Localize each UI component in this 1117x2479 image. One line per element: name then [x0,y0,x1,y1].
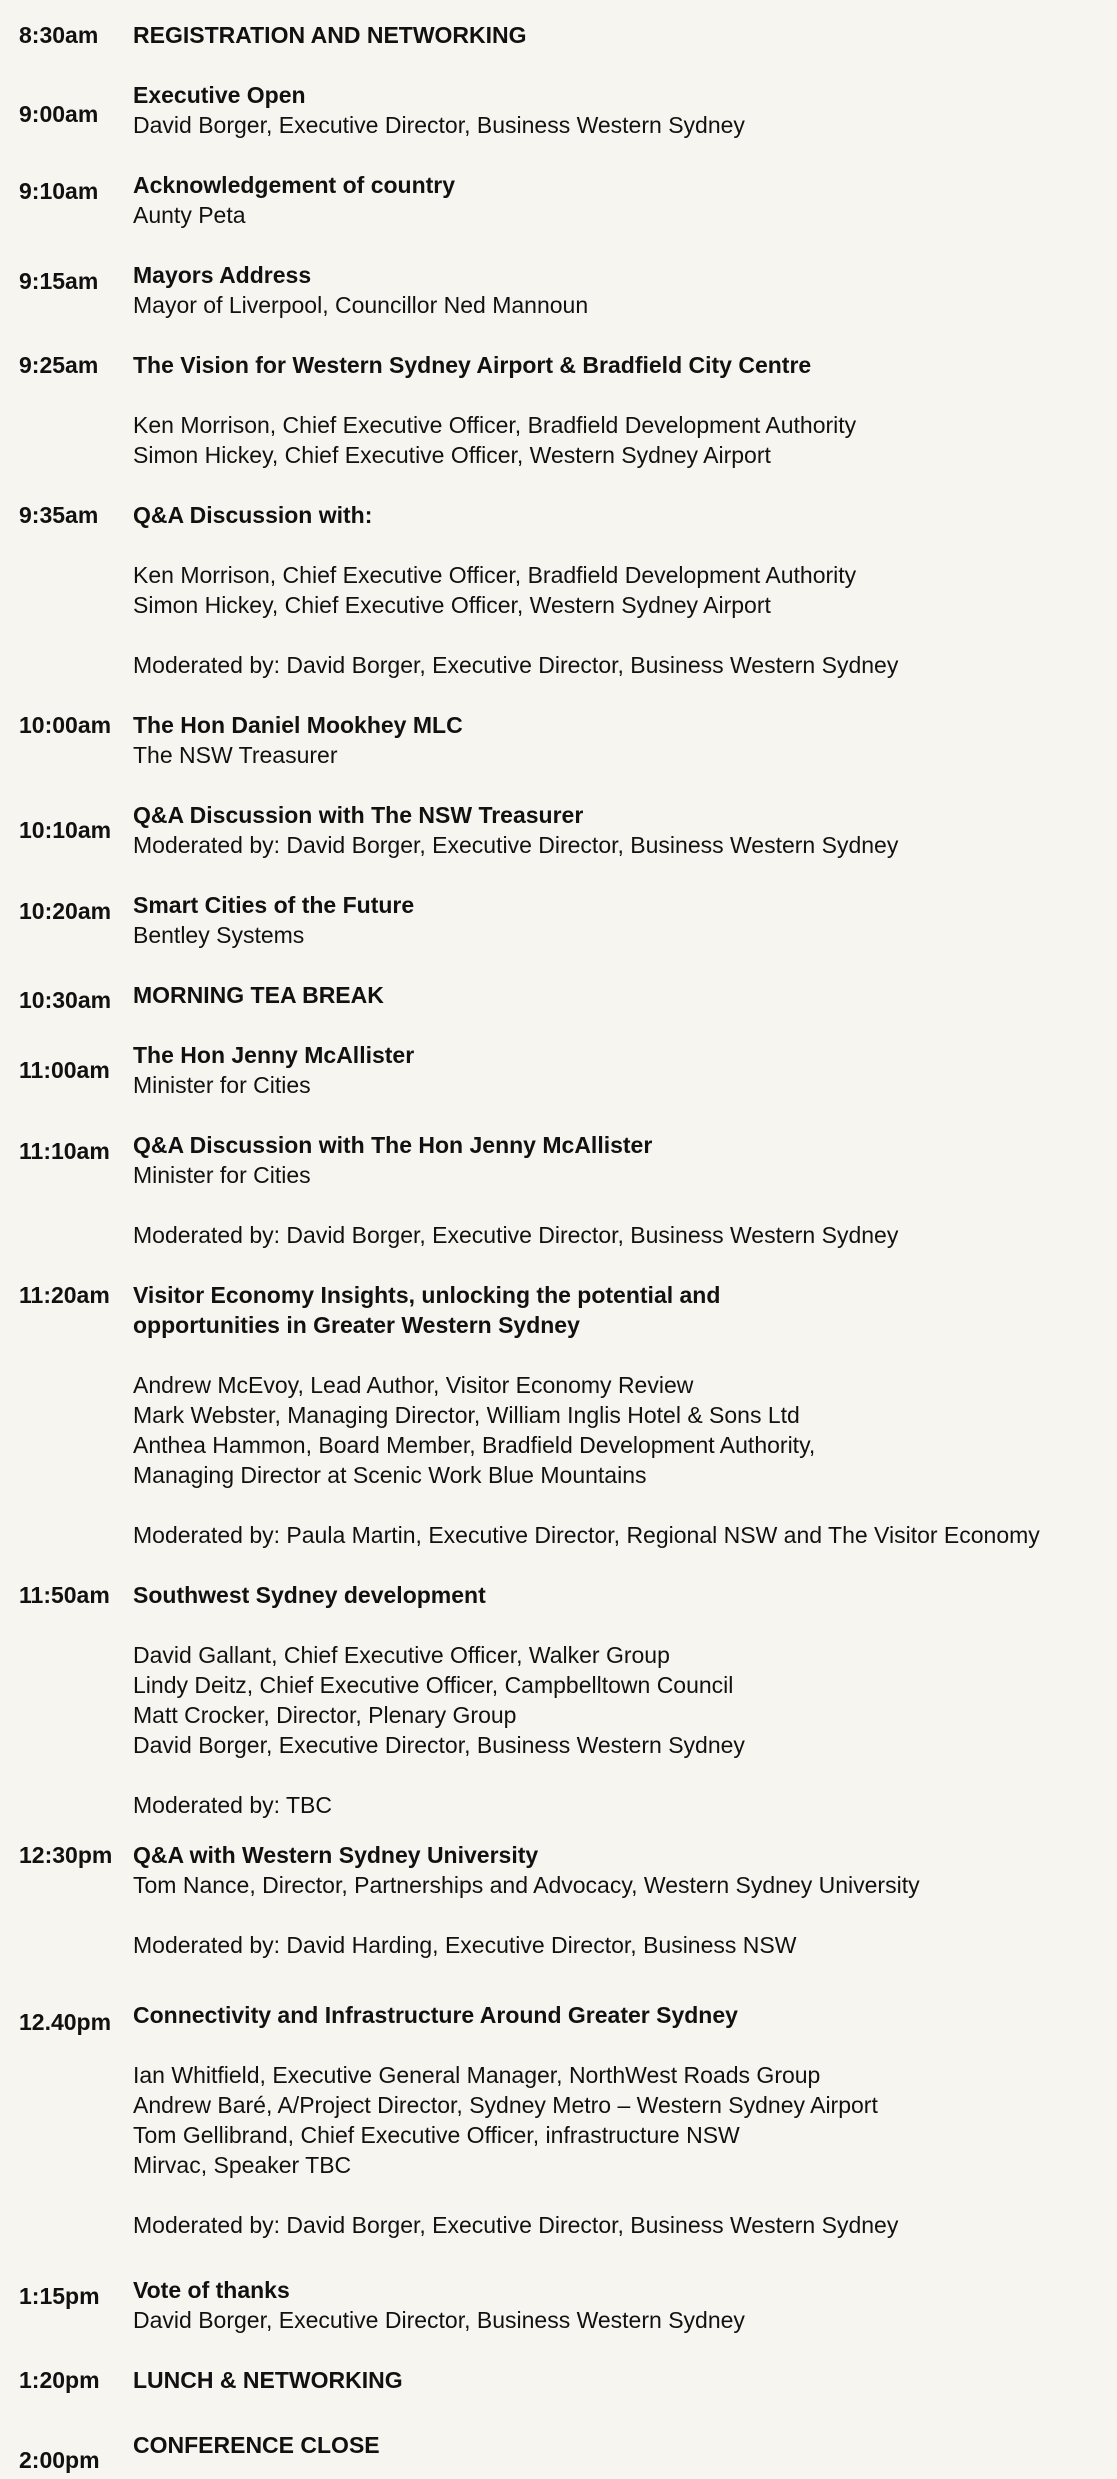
agenda-content [133,2365,1113,2395]
agenda-content [133,500,1113,680]
spacer [133,1610,1113,1640]
speaker-line: Andrew McEvoy, Lead Author, Visitor Economy Review [133,1372,694,1398]
spacer [133,620,1113,650]
agenda-content [133,350,1113,470]
speaker-line: Ken Morrison, Chief Executive Officer, Bradfield Development Authority [133,412,857,438]
speaker-line: Managing Director at Scenic Work Blue Mountains [133,1462,647,1488]
speaker-line: Minister for Cities [133,1072,311,1098]
session-title: The Hon Jenny McAllister [133,1042,415,1068]
speaker-line: David Borger, Executive Director, Business Western Sydney [133,2307,745,2333]
speaker-line: Anthea Hammon, Board Member, Bradfield Development Authority, [133,1432,816,1458]
moderator-line: Moderated by: David Borger, Executive Director, Business Western Sydney [133,1222,899,1248]
agenda-content [133,1130,1113,1250]
agenda-content [133,1580,1113,1820]
agenda-time: 10:10am [19,817,112,843]
speaker-line: Aunty Peta [133,202,246,228]
speaker-line: David Gallant, Chief Executive Officer, Walker Group [133,1642,670,1668]
agenda-content [133,2275,1113,2335]
session-title: Mayors Address [133,262,312,288]
session-title: opportunities in Greater Western Sydney [133,1312,580,1338]
speaker-line: Tom Nance, Director, Partnerships and Advocacy, Western Sydney University [133,1872,920,1898]
agenda-content [133,800,1113,860]
spacer [133,2180,1113,2210]
speaker-line: David Borger, Executive Director, Business Western Sydney [133,112,745,138]
moderator-line: Moderated by: David Borger, Executive Director, Business Western Sydney [133,652,899,678]
agenda-time: 1:15pm [19,2283,100,2309]
agenda-content [133,1840,1113,1960]
spacer [133,1900,1113,1930]
speaker-line: Lindy Deitz, Chief Executive Officer, Campbelltown Council [133,1672,734,1698]
agenda-content [133,170,1113,230]
speaker-line: Mayor of Liverpool, Councillor Ned Mannoun [133,292,589,318]
agenda-content [133,2430,1113,2460]
agenda-time: 11:20am [19,1282,110,1308]
speaker-line: Ian Whitfield, Executive General Manager, NorthWest Roads Group [133,2062,821,2088]
agenda-time: 10:00am [19,712,112,738]
spacer [133,1760,1113,1790]
agenda-content [133,20,1113,50]
moderator-line: Moderated by: Paula Martin, Executive Director, Regional NSW and The Visitor Economy [133,1522,1040,1548]
spacer [133,530,1113,560]
agenda-time: 10:30am [19,987,112,1013]
agenda-time: 9:15am [19,268,99,294]
agenda-content [133,80,1113,140]
speaker-line: Mark Webster, Managing Director, William Inglis Hotel & Sons Ltd [133,1402,800,1428]
agenda-time: 11:00am [19,1057,110,1083]
session-title: Q&A with Western Sydney University [133,1842,539,1868]
agenda-time: 12.40pm [19,2009,112,2035]
session-title: CONFERENCE CLOSE [133,2432,380,2458]
spacer [133,380,1113,410]
speaker-line: Simon Hickey, Chief Executive Officer, Western Sydney Airport [133,592,771,618]
agenda-time: 9:00am [19,101,99,127]
moderator-line: Moderated by: David Borger, Executive Director, Business Western Sydney [133,832,899,858]
session-title: The Hon Daniel Mookhey MLC [133,712,463,738]
spacer [133,1490,1113,1520]
agenda-time: 2:00pm [19,2447,100,2473]
agenda-time: 9:10am [19,178,99,204]
speaker-line: David Borger, Executive Director, Business Western Sydney [133,1732,745,1758]
agenda-time: 10:20am [19,898,112,924]
session-title: Connectivity and Infrastructure Around Greater Sydney [133,2002,738,2028]
agenda-time: 9:25am [19,352,99,378]
agenda-time: 9:35am [19,502,99,528]
speaker-line: Mirvac, Speaker TBC [133,2152,352,2178]
spacer [133,1340,1113,1370]
speaker-line: Matt Crocker, Director, Plenary Group [133,1702,517,1728]
agenda-time: 12:30pm [19,1842,113,1868]
speaker-line: Simon Hickey, Chief Executive Officer, Western Sydney Airport [133,442,771,468]
speaker-line: Tom Gellibrand, Chief Executive Officer, infrastructure NSW [133,2122,740,2148]
agenda-content [133,1280,1113,1550]
session-title: Q&A Discussion with The Hon Jenny McAllister [133,1132,653,1158]
speaker-line: Minister for Cities [133,1162,311,1188]
session-title: Southwest Sydney development [133,1582,486,1608]
speaker-line: Ken Morrison, Chief Executive Officer, Bradfield Development Authority [133,562,857,588]
agenda-time: 11:50am [19,1582,110,1608]
spacer [133,2030,1113,2060]
agenda-content [133,890,1113,950]
session-title: REGISTRATION AND NETWORKING [133,22,527,48]
speaker-line: Bentley Systems [133,922,305,948]
agenda-time: 8:30am [19,22,99,48]
agenda-content [133,2000,1113,2240]
session-title: Executive Open [133,82,306,108]
speaker-line: Andrew Baré, A/Project Director, Sydney Metro – Western Sydney Airport [133,2092,878,2118]
session-title: LUNCH & NETWORKING [133,2367,403,2393]
session-title: MORNING TEA BREAK [133,982,384,1008]
moderator-line: Moderated by: David Harding, Executive Director, Business NSW [133,1932,797,1958]
speaker-line: The NSW Treasurer [133,742,338,768]
session-title: Q&A Discussion with The NSW Treasurer [133,802,584,828]
session-title: Vote of thanks [133,2277,290,2303]
agenda-content [133,980,1113,1010]
moderator-line: Moderated by: David Borger, Executive Director, Business Western Sydney [133,2212,899,2238]
agenda-time: 1:20pm [19,2367,100,2393]
agenda-content [133,710,1113,770]
session-title: Q&A Discussion with: [133,502,373,528]
agenda-content [133,1040,1113,1100]
agenda-time: 11:10am [19,1138,110,1164]
moderator-line: Moderated by: TBC [133,1792,333,1818]
session-title: The Vision for Western Sydney Airport & Bradfield City Centre [133,352,812,378]
agenda-content [133,260,1113,320]
session-title: Smart Cities of the Future [133,892,415,918]
session-title: Acknowledgement of country [133,172,456,198]
session-title: Visitor Economy Insights, unlocking the potential and [133,1282,721,1308]
spacer [133,1190,1113,1220]
